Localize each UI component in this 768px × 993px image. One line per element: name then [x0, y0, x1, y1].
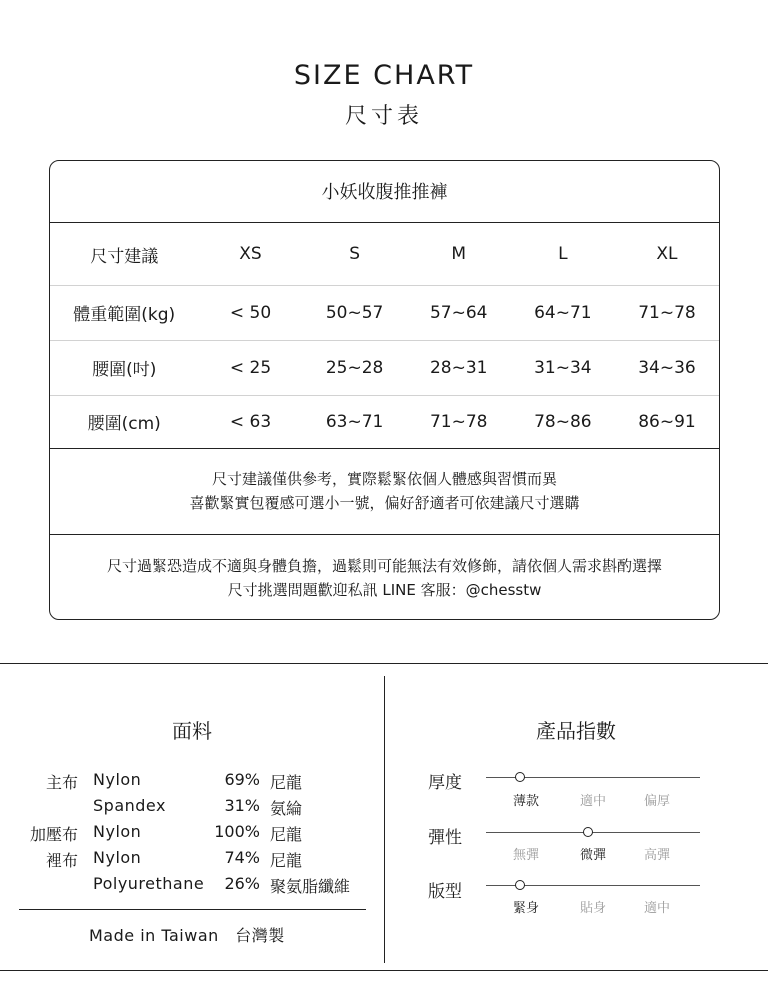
made-in-label: Made in Taiwan 台灣製 — [89, 926, 285, 945]
fit-note — [50, 535, 719, 620]
table-row — [50, 285, 719, 340]
row-label: 體重範圍(kg) — [73, 305, 176, 325]
index-track — [486, 832, 700, 833]
fabric-part: 主布 — [45, 773, 78, 792]
index-option: 貼身 — [579, 901, 606, 916]
header-cell: M — [451, 244, 467, 264]
header-cell: S — [349, 244, 361, 264]
section-top-line — [0, 663, 768, 664]
fabric-percent: 69% — [224, 770, 260, 789]
fabric-material-zh: 尼龍 — [270, 851, 303, 870]
index-knob — [515, 772, 525, 782]
note-line: 喜歡緊實包覆感可選小一號，偏好舒適者可依建議尺寸選購 — [189, 494, 580, 512]
fabric-material-zh: 尼龍 — [270, 773, 303, 792]
size-note — [50, 448, 719, 534]
table-cell: 71~78 — [429, 411, 488, 432]
fabric-percent: 74% — [224, 848, 260, 867]
product-name: 小妖收腹推推褲 — [50, 161, 719, 223]
note-line: 尺寸挑選問題歡迎私訊 LINE 客服：@chesstw — [227, 581, 542, 599]
header-cell: XS — [239, 244, 262, 264]
index-option: 無彈 — [512, 848, 539, 863]
index-knob — [515, 880, 525, 890]
table-cell: 86~91 — [638, 411, 696, 432]
fabric-material-zh: 聚氨脂纖維 — [270, 877, 351, 896]
header-cell: L — [558, 244, 568, 264]
fabric-material: Nylon — [93, 770, 142, 789]
table-cell: 28~31 — [429, 357, 488, 378]
index-option: 偏厚 — [643, 794, 670, 809]
header-cell: XL — [656, 244, 678, 264]
index-option: 適中 — [643, 901, 670, 916]
index-label-thickness: 厚度 — [428, 773, 462, 793]
fabric-material-zh: 尼龍 — [270, 825, 303, 844]
table-cell: 64~71 — [534, 302, 592, 323]
fabric-material: Polyurethane — [93, 874, 205, 893]
table-cell: < 63 — [229, 411, 272, 432]
fabric-percent: 26% — [224, 874, 260, 893]
table-cell: 63~71 — [325, 411, 384, 432]
fabric-part: 裡布 — [45, 851, 78, 870]
table-cell: < 50 — [229, 302, 272, 323]
fabric-material: Spandex — [93, 796, 166, 815]
fabric-part: 加壓布 — [29, 825, 78, 844]
note-line: 尺寸建議僅供參考，實際鬆緊依個人體感與習慣而異 — [211, 470, 557, 488]
table-cell: 31~34 — [534, 357, 592, 378]
index-label-fit: 版型 — [428, 882, 462, 902]
section-bottom-line — [0, 970, 768, 971]
table-cell: 78~86 — [534, 411, 592, 432]
index-option: 適中 — [579, 794, 606, 809]
index-title: 產品指數 — [536, 719, 616, 743]
index-option: 高彈 — [643, 848, 670, 863]
index-option: 薄款 — [512, 794, 539, 809]
table-cell: 57~64 — [429, 302, 488, 323]
table-row — [50, 395, 719, 448]
table-cell: 25~28 — [325, 357, 384, 378]
index-knob — [583, 827, 593, 837]
row-label: 腰圍(cm) — [87, 414, 161, 434]
size-header-row — [50, 223, 719, 285]
index-option: 微彈 — [579, 848, 606, 863]
size-chart-subtitle: 尺寸表 — [344, 104, 423, 129]
table-cell: 34~36 — [638, 357, 696, 378]
size-chart-table — [49, 160, 720, 620]
row-label: 腰圍(吋) — [92, 360, 157, 380]
fabric-material: Nylon — [93, 848, 142, 867]
header-cell: 尺寸建議 — [90, 246, 159, 267]
table-cell: 71~78 — [638, 302, 696, 323]
index-option: 緊身 — [512, 901, 539, 916]
fabric-title: 面料 — [172, 719, 212, 743]
fabric-percent: 31% — [224, 796, 260, 815]
size-chart-title: SIZE CHART — [293, 60, 475, 91]
index-label-elasticity: 彈性 — [428, 828, 462, 848]
table-row — [50, 340, 719, 395]
table-cell: 50~57 — [325, 302, 384, 323]
fabric-material-zh: 氨綸 — [270, 799, 303, 818]
fabric-percent: 100% — [214, 822, 260, 841]
made-in-divider — [19, 909, 366, 910]
fabric-material: Nylon — [93, 822, 142, 841]
note-line: 尺寸過緊恐造成不適與身體負擔，過鬆則可能無法有效修飾，請依個人需求斟酌選擇 — [106, 557, 662, 575]
table-cell: < 25 — [229, 357, 272, 378]
